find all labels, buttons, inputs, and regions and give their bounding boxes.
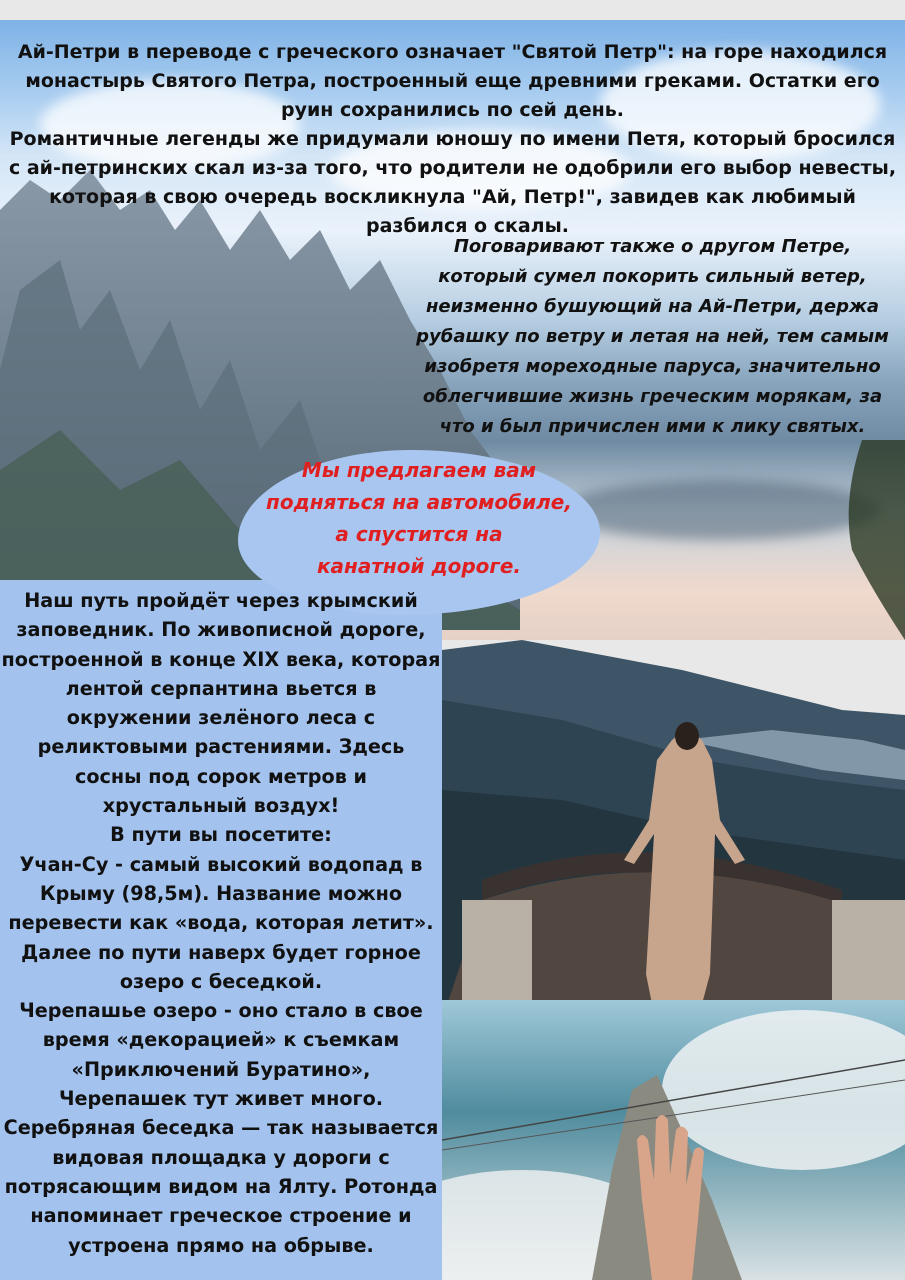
route-text <box>0 586 442 1260</box>
route-line: лентой серпантина вьется в <box>65 676 377 700</box>
legend-line: изобретя мореходные паруса, значительно <box>424 356 881 377</box>
route-line: Наш путь пройдёт через крымский <box>24 589 418 612</box>
route-line: видовая площадка у дороги с <box>52 1145 390 1169</box>
legend-text <box>395 232 905 442</box>
intro-line: разбился о скалы. <box>366 215 569 237</box>
route-line: Крыму (98,5м). Название можно <box>39 881 403 905</box>
legend-line: рубашку по ветру и летая на ней, тем самым <box>416 326 889 347</box>
legend-line: который сумел покорить сильный ветер, <box>438 266 867 287</box>
route-line: Учан-Су - самый высокий водопад в <box>19 852 423 876</box>
brochure-page <box>0 20 905 1280</box>
route-line: Черепашье озеро - оно стало в свое <box>19 999 423 1023</box>
offer-line: канатной дороге. <box>316 554 522 578</box>
route-line: построенной в конце XIX века, которая <box>1 647 441 671</box>
offer-line: подняться на автомобиле, <box>266 490 572 514</box>
intro-line: монастырь Святого Петра, построенный еще древними греками. Остатки его <box>25 70 880 92</box>
route-line: Далее по пути наверх будет горное <box>21 940 421 964</box>
intro-text <box>0 38 905 241</box>
intro-line: Ай-Петри в переводе с греческого означает "Святой Петр": на горе находился <box>17 41 888 63</box>
intro-line: которая в свою очередь воскликнула "Ай, Петр!", завидев как любимый <box>49 186 856 208</box>
route-line: окружении зелёного леса с <box>66 706 376 730</box>
legend-line: Поговаривают также о другом Петре, <box>453 236 852 257</box>
route-line: напоминает греческое строение и <box>30 1204 412 1228</box>
route-line: перевести как «вода, которая летит». <box>8 911 434 935</box>
intro-line: руин сохранились по сей день. <box>280 99 625 121</box>
intro-line: с ай-петринских скал из-за того, что родители не одобрили его выбор невесты, <box>8 157 897 179</box>
route-line: Серебряная беседка — так называется <box>3 1116 439 1140</box>
route-line: «Приключений Буратино», <box>71 1057 371 1081</box>
cliff-hand-photo <box>442 1000 905 1280</box>
route-line: время «декорацией» к съемкам <box>42 1028 400 1052</box>
route-line: сосны под сорок метров и <box>74 764 367 788</box>
route-line: Черепашек тут живет много. <box>58 1087 384 1111</box>
legend-line: неизменно бушующий на Ай-Петри, держа <box>425 296 880 317</box>
route-line: реликтовыми растениями. Здесь <box>37 735 405 759</box>
route-line: потрясающим видом на Ялту. Ротонда <box>4 1174 438 1198</box>
intro-line: Романтичные легенды же придумали юношу по имени Петя, который бросился <box>9 128 896 150</box>
legend-line: что и был причислен ими к лику святых. <box>439 416 866 437</box>
legend-line: облегчившие жизнь греческим морякам, за <box>422 386 883 407</box>
route-line: устроена прямо на обрыве. <box>68 1233 374 1257</box>
route-line: озеро с беседкой. <box>119 969 323 993</box>
offer-line: Мы предлагаем вам <box>301 458 537 482</box>
offer-text <box>238 454 600 582</box>
route-line: В пути вы посетите: <box>110 823 332 847</box>
route-line: хрустальный воздух! <box>102 794 340 818</box>
route-line: заповедник. По живописной дороге, <box>16 618 426 642</box>
offer-line: а спустится на <box>335 522 503 546</box>
